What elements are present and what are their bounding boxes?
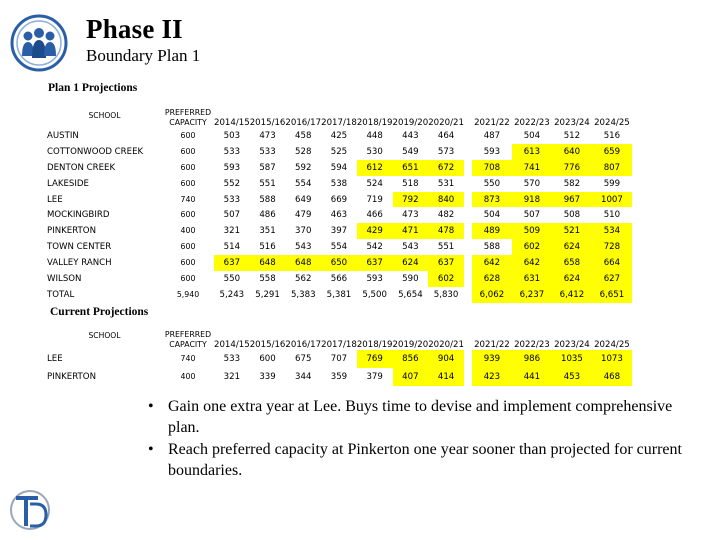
column-gap (464, 176, 472, 192)
enrollment-cell: 707 (330, 354, 348, 364)
enrollment-cell: 508 (563, 210, 581, 221)
enrollment-cell: 624 (393, 255, 429, 271)
enrollment-cell: 463 (330, 210, 348, 221)
table-header-row (47, 320, 632, 350)
enrollment-cell: 627 (592, 271, 632, 287)
enrollment-cell: 466 (366, 210, 383, 221)
column-gap (464, 223, 472, 239)
year-column-header: 2019/20 (392, 118, 429, 128)
table-row (47, 207, 632, 223)
enrollment-cell: 397 (330, 226, 348, 237)
column-gap (464, 271, 472, 287)
year-column-header: 2024/25 (594, 118, 630, 128)
enrollment-cell: 6,237 (512, 287, 552, 303)
enrollment-cell: 531 (437, 178, 455, 189)
enrollment-cell: 533 (223, 354, 241, 364)
school-name-cell: AUSTIN (47, 130, 79, 141)
enrollment-cell: 510 (603, 210, 621, 221)
table-row (47, 144, 632, 160)
year-column-header: 2015/16 (249, 118, 286, 128)
column-gap (464, 239, 472, 255)
enrollment-cell: 359 (330, 372, 348, 382)
capacity-column-header (162, 102, 214, 128)
enrollment-cell: 473 (402, 210, 419, 221)
enrollment-cell: 448 (366, 130, 383, 141)
enrollment-cell: 769 (357, 350, 393, 368)
table-row (47, 160, 632, 176)
enrollment-cell: 669 (330, 194, 348, 205)
enrollment-cell: 613 (512, 144, 552, 160)
enrollment-cell: 464 (437, 130, 455, 141)
enrollment-cell: 594 (330, 162, 348, 173)
enrollment-cell: 339 (259, 372, 276, 382)
enrollment-cell: 570 (523, 178, 541, 189)
column-gap (464, 255, 472, 271)
capacity-cell: 600 (180, 258, 196, 268)
enrollment-cell: 504 (523, 130, 541, 141)
enrollment-cell: 592 (295, 162, 312, 173)
enrollment-cell: 840 (428, 192, 464, 208)
enrollment-cell: 741 (512, 160, 552, 176)
district-logo (8, 484, 54, 534)
enrollment-cell: 407 (393, 368, 429, 386)
enrollment-cell: 918 (512, 192, 552, 208)
enrollment-cell: 551 (259, 178, 276, 189)
year-column-header: 2019/20 (392, 340, 429, 350)
enrollment-cell: 1035 (552, 350, 592, 368)
enrollment-cell: 675 (295, 354, 312, 364)
enrollment-cell: 640 (552, 144, 592, 160)
enrollment-cell: 573 (437, 146, 455, 157)
column-gap (464, 350, 472, 368)
enrollment-cell: 600 (259, 354, 276, 364)
year-column-header: 2023/24 (554, 118, 590, 128)
enrollment-cell: 5,654 (398, 289, 423, 300)
school-name-cell: PINKERTON (47, 372, 96, 382)
enrollment-cell: 509 (512, 223, 552, 239)
capacity-cell: 740 (180, 354, 196, 363)
school-name-cell: TOWN CENTER (47, 242, 112, 253)
capacity-cell: 600 (180, 273, 196, 283)
enrollment-cell: 528 (295, 146, 312, 157)
enrollment-cell: 321 (223, 226, 241, 237)
enrollment-cell: 521 (552, 223, 592, 239)
enrollment-cell: 648 (285, 255, 321, 271)
capacity-cell: 600 (180, 130, 196, 140)
school-name-cell: LEE (47, 354, 63, 364)
enrollment-cell: 637 (357, 255, 393, 271)
enrollment-cell: 429 (357, 223, 393, 239)
current-projections-label: Current Projections (50, 306, 149, 318)
enrollment-cell: 602 (428, 271, 464, 287)
enrollment-cell: 642 (512, 255, 552, 271)
enrollment-cell: 542 (366, 242, 383, 253)
enrollment-cell: 486 (259, 210, 276, 221)
enrollment-cell: 5,830 (433, 289, 459, 300)
enrollment-cell: 425 (330, 130, 348, 141)
enrollment-cell: 478 (428, 223, 464, 239)
enrollment-cell: 543 (295, 242, 312, 253)
table-row (47, 350, 632, 368)
capacity-header-line: PREFERRED (164, 108, 212, 117)
enrollment-cell: 658 (552, 255, 592, 271)
enrollment-cell: 588 (483, 242, 501, 253)
enrollment-cell: 719 (366, 194, 383, 205)
enrollment-cell: 489 (472, 223, 512, 239)
year-column-header: 2014/15 (214, 340, 250, 350)
school-name-cell: LAKESIDE (47, 178, 89, 189)
year-column-header: 2017/18 (321, 340, 357, 350)
enrollment-cell: 5,383 (290, 289, 316, 300)
enrollment-cell: 1007 (592, 192, 632, 208)
note-item: • Gain one extra year at Lee. Buys time to devise and implement comprehensive plan. (148, 398, 673, 436)
enrollment-cell: 904 (428, 350, 464, 368)
table-row (47, 271, 632, 287)
enrollment-cell: 590 (402, 273, 419, 284)
enrollment-cell: 487 (483, 130, 501, 141)
enrollment-cell: 5,243 (219, 289, 245, 300)
enrollment-cell: 473 (259, 130, 276, 141)
enrollment-cell: 507 (523, 210, 541, 221)
enrollment-cell: 807 (592, 160, 632, 176)
enrollment-cell: 792 (393, 192, 429, 208)
enrollment-cell: 6,412 (552, 287, 592, 303)
enrollment-cell: 5,291 (255, 289, 280, 300)
note-item: • Reach preferred capacity at Pinkerton one year sooner than projected for current boundaries. (148, 441, 682, 479)
enrollment-cell: 939 (472, 350, 512, 368)
capacity-header-line: CAPACITY (169, 340, 207, 349)
enrollment-cell: 986 (512, 350, 552, 368)
enrollment-cell: 587 (259, 162, 276, 173)
school-name-cell: TOTAL (47, 289, 75, 300)
enrollment-cell: 624 (552, 271, 592, 287)
capacity-cell: 400 (180, 372, 196, 381)
column-gap (464, 144, 472, 160)
enrollment-cell: 549 (402, 146, 419, 157)
enrollment-cell: 533 (223, 194, 241, 205)
enrollment-cell: 6,651 (592, 287, 632, 303)
enrollment-cell: 453 (552, 368, 592, 386)
year-column-header: 2020/21 (428, 118, 464, 128)
enrollment-cell: 514 (223, 242, 241, 253)
enrollment-cell: 482 (437, 210, 455, 221)
plan1-projections-label: Plan 1 Projections (48, 82, 138, 94)
students-group-logo (6, 12, 76, 72)
enrollment-cell: 651 (393, 160, 429, 176)
column-gap (464, 192, 472, 208)
enrollment-cell: 344 (295, 372, 312, 382)
column-gap (464, 368, 472, 386)
enrollment-cell: 538 (330, 178, 348, 189)
enrollment-cell: 503 (223, 130, 241, 141)
enrollment-cell: 631 (512, 271, 552, 287)
enrollment-cell: 642 (472, 255, 512, 271)
capacity-column-header (162, 320, 214, 350)
capacity-cell: 400 (180, 226, 196, 236)
year-column-header: 2023/24 (554, 340, 590, 350)
page-subtitle: Boundary Plan 1 (86, 46, 201, 65)
table-row (47, 368, 632, 386)
enrollment-cell: 524 (366, 178, 383, 189)
enrollment-cell: 533 (259, 146, 276, 157)
enrollment-cell: 321 (223, 372, 241, 382)
column-gap (464, 102, 472, 128)
column-gap (464, 128, 472, 144)
enrollment-cell: 566 (330, 273, 348, 284)
school-name-cell: VALLEY RANCH (47, 258, 112, 269)
enrollment-cell: 637 (214, 255, 250, 271)
table-row (47, 128, 632, 144)
enrollment-cell: 582 (563, 178, 581, 189)
enrollment-cell: 370 (295, 226, 312, 237)
enrollment-cell: 443 (402, 130, 419, 141)
enrollment-cell: 776 (552, 160, 592, 176)
year-column-header: 2018/19 (356, 118, 393, 128)
school-name-cell: PINKERTON (47, 226, 96, 237)
enrollment-cell: 351 (259, 226, 276, 237)
year-column-header: 2015/16 (249, 340, 286, 350)
enrollment-cell: 5,381 (326, 289, 352, 300)
capacity-cell: 600 (180, 210, 196, 220)
enrollment-cell: 423 (472, 368, 512, 386)
enrollment-cell: 593 (483, 146, 501, 157)
enrollment-cell: 612 (357, 160, 393, 176)
enrollment-cell: 648 (250, 255, 286, 271)
enrollment-cell: 533 (223, 146, 241, 157)
notes (148, 396, 688, 481)
capacity-cell: 740 (180, 194, 196, 204)
capacity-cell: 5,940 (176, 289, 200, 299)
plan1-projections-table (47, 102, 632, 303)
year-column-header: 2016/17 (285, 118, 322, 128)
school-name-cell: WILSON (47, 273, 82, 284)
enrollment-cell: 708 (472, 160, 512, 176)
school-column-header: SCHOOL (88, 110, 121, 120)
enrollment-cell: 379 (366, 372, 383, 382)
table-header-row (47, 102, 632, 128)
enrollment-cell: 659 (592, 144, 632, 160)
enrollment-cell: 479 (295, 210, 312, 221)
enrollment-cell: 6,062 (472, 287, 512, 303)
year-column-header: 2018/19 (356, 340, 393, 350)
school-name-cell: DENTON CREEK (47, 162, 116, 173)
column-gap (464, 287, 472, 303)
enrollment-cell: 441 (512, 368, 552, 386)
enrollment-cell: 516 (603, 130, 621, 141)
column-gap (464, 160, 472, 176)
year-column-header: 2022/23 (514, 118, 550, 128)
table-row (47, 223, 632, 239)
enrollment-cell: 518 (402, 178, 419, 189)
enrollment-cell: 507 (223, 210, 241, 221)
year-column-header: 2016/17 (285, 340, 322, 350)
enrollment-cell: 602 (512, 239, 552, 255)
enrollment-cell: 856 (393, 350, 429, 368)
enrollment-cell: 5,500 (362, 289, 387, 300)
year-column-header: 2020/21 (428, 340, 464, 350)
enrollment-cell: 664 (592, 255, 632, 271)
enrollment-cell: 458 (295, 130, 312, 141)
school-name-cell: COTTONWOOD CREEK (47, 146, 144, 157)
enrollment-cell: 593 (366, 273, 383, 284)
enrollment-cell: 873 (472, 192, 512, 208)
enrollment-cell: 593 (223, 162, 241, 173)
enrollment-cell: 471 (393, 223, 429, 239)
enrollment-cell: 414 (428, 368, 464, 386)
enrollment-cell: 525 (330, 146, 348, 157)
current-projections-table (47, 320, 632, 386)
enrollment-cell: 558 (259, 273, 276, 284)
table-row (47, 192, 632, 208)
capacity-header-line: PREFERRED (164, 330, 212, 339)
year-column-header: 2024/25 (594, 340, 630, 350)
enrollment-cell: 552 (223, 178, 241, 189)
table-row (47, 255, 632, 271)
page-title: Phase II (86, 14, 183, 44)
enrollment-cell: 554 (330, 242, 348, 253)
enrollment-cell: 534 (592, 223, 632, 239)
table-row (47, 287, 632, 303)
table-row (47, 176, 632, 192)
table-row (47, 239, 632, 255)
enrollment-cell: 516 (259, 242, 276, 253)
enrollment-cell: 649 (295, 194, 312, 205)
column-gap (464, 207, 472, 223)
enrollment-cell: 650 (321, 255, 357, 271)
enrollment-cell: 468 (592, 368, 632, 386)
enrollment-cell: 1073 (592, 350, 632, 368)
enrollment-cell: 672 (428, 160, 464, 176)
enrollment-cell: 530 (366, 146, 383, 157)
capacity-cell: 600 (180, 146, 196, 156)
capacity-cell: 600 (180, 162, 196, 172)
capacity-cell: 600 (180, 178, 196, 188)
enrollment-cell: 728 (592, 239, 632, 255)
capacity-header-line: CAPACITY (169, 118, 207, 127)
school-column-header: SCHOOL (88, 330, 121, 340)
enrollment-cell: 562 (295, 273, 312, 284)
enrollment-cell: 550 (223, 273, 241, 284)
school-name-cell: MOCKINGBIRD (47, 210, 110, 221)
enrollment-cell: 512 (563, 130, 581, 141)
enrollment-cell: 599 (603, 178, 621, 189)
enrollment-cell: 554 (295, 178, 312, 189)
capacity-cell: 600 (180, 242, 196, 252)
year-column-header: 2021/22 (474, 118, 510, 128)
school-name-cell: LEE (47, 194, 63, 205)
enrollment-cell: 967 (552, 192, 592, 208)
enrollment-cell: 550 (483, 178, 501, 189)
enrollment-cell: 628 (472, 271, 512, 287)
year-column-header: 2022/23 (514, 340, 550, 350)
enrollment-cell: 504 (483, 210, 501, 221)
enrollment-cell: 588 (259, 194, 276, 205)
enrollment-cell: 543 (402, 242, 419, 253)
year-column-header: 2021/22 (474, 340, 510, 350)
year-column-header: 2014/15 (214, 118, 250, 128)
enrollment-cell: 551 (437, 242, 455, 253)
column-gap (464, 320, 472, 350)
enrollment-cell: 624 (552, 239, 592, 255)
year-column-header: 2017/18 (321, 118, 357, 128)
enrollment-cell: 637 (428, 255, 464, 271)
